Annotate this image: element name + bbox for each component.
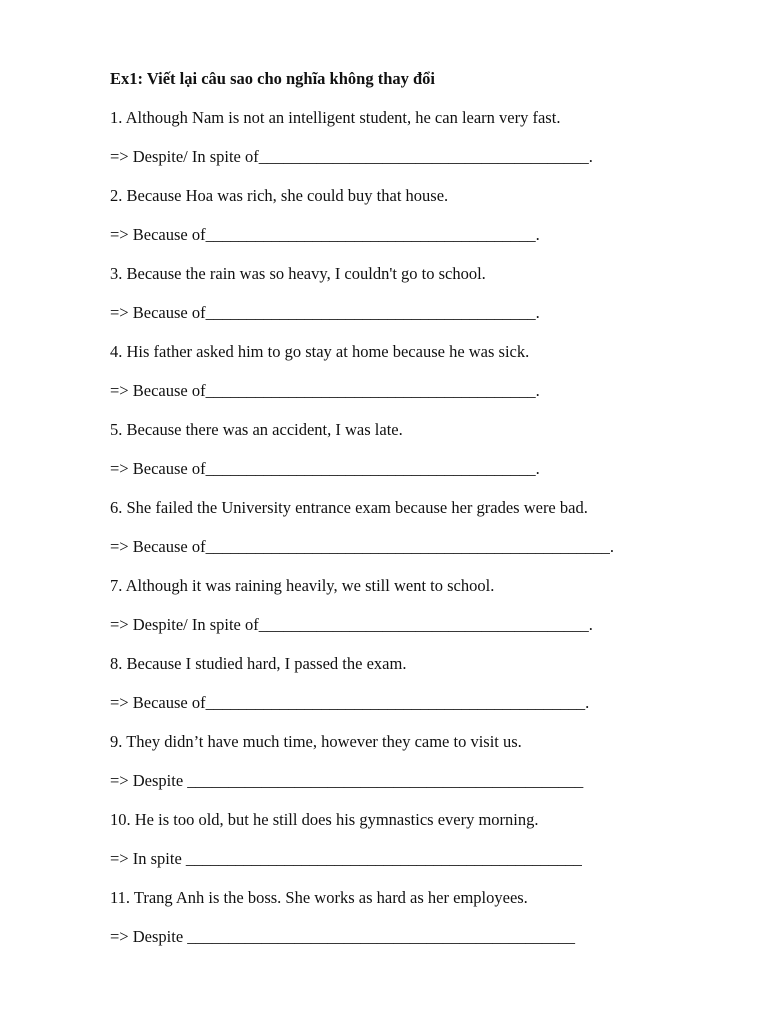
answer-end: . <box>535 459 540 478</box>
question-sentence-9: 9. They didn’t have much time, however they came to visit us. <box>110 732 522 751</box>
answer-prompt: => In spite <box>110 849 186 868</box>
answer-blank: _______________________________________________ <box>187 927 576 946</box>
answer-end: . <box>588 147 593 166</box>
answer-end: . <box>535 225 540 244</box>
answer-end: . <box>535 381 540 400</box>
question-sentence-5: 5. Because there was an accident, I was late. <box>110 420 403 439</box>
question-sentence-10: 10. He is too old, but he still does his gymnastics every morning. <box>110 810 539 829</box>
answer-end: . <box>585 693 590 712</box>
question-sentence-4: 4. His father asked him to go stay at home because he was sick. <box>110 342 530 361</box>
answer-blank: ________________________________________________ <box>185 849 582 868</box>
answer-prompt: => Despite <box>110 927 188 946</box>
question-sentence-7: 7. Although it was raining heavily, we still went to school. <box>110 576 495 595</box>
answer-line-6 <box>110 536 710 558</box>
answer-prompt: => Because of <box>110 225 206 244</box>
answer-blank: ________________________________________ <box>205 303 536 322</box>
answer-end: . <box>609 537 614 556</box>
answer-blank: ________________________________________ <box>205 225 536 244</box>
answer-end: . <box>535 303 540 322</box>
question-sentence-11: 11. Trang Anh is the boss. She works as hard as her employees. <box>110 888 528 907</box>
worksheet <box>110 68 710 965</box>
question-sentence-3: 3. Because the rain was so heavy, I couldn't go to school. <box>110 264 486 283</box>
answer-blank: ________________________________________ <box>258 147 589 166</box>
answer-prompt: => Because of <box>110 537 206 556</box>
answer-blank: ________________________________________ <box>205 459 536 478</box>
answer-line-5 <box>110 458 710 480</box>
answer-prompt: => Because of <box>110 381 206 400</box>
answer-line-10 <box>110 848 710 870</box>
answer-blank: _________________________________________________ <box>205 537 610 556</box>
answer-line-2 <box>110 224 710 246</box>
answer-blank: ________________________________________ <box>205 381 536 400</box>
answer-line-11 <box>110 926 710 948</box>
answer-line-7 <box>110 614 710 636</box>
answer-line-1 <box>110 146 710 168</box>
answer-line-4 <box>110 380 710 402</box>
question-sentence-1: 1. Although Nam is not an intelligent student, he can learn very fast. <box>110 108 561 127</box>
answer-prompt: => Because of <box>110 303 206 322</box>
answer-blank: ________________________________________ <box>258 615 589 634</box>
answer-end: . <box>588 615 593 634</box>
exercise-title: Ex1: Viết lại câu sao cho nghĩa không thay đổi <box>110 69 436 88</box>
answer-line-3 <box>110 302 710 324</box>
answer-prompt: => Because of <box>110 459 206 478</box>
answer-blank: ______________________________________________ <box>205 693 586 712</box>
answer-blank: ________________________________________________ <box>187 771 584 790</box>
answer-prompt: => Despite/ In spite of <box>110 615 259 634</box>
answer-prompt: => Despite/ In spite of <box>110 147 259 166</box>
answer-prompt: => Because of <box>110 693 206 712</box>
question-sentence-6: 6. She failed the University entrance exam because her grades were bad. <box>110 498 588 517</box>
question-sentence-2: 2. Because Hoa was rich, she could buy that house. <box>110 186 449 205</box>
answer-prompt: => Despite <box>110 771 188 790</box>
answer-line-9 <box>110 770 710 792</box>
answer-line-8 <box>110 692 710 714</box>
question-sentence-8: 8. Because I studied hard, I passed the exam. <box>110 654 407 673</box>
